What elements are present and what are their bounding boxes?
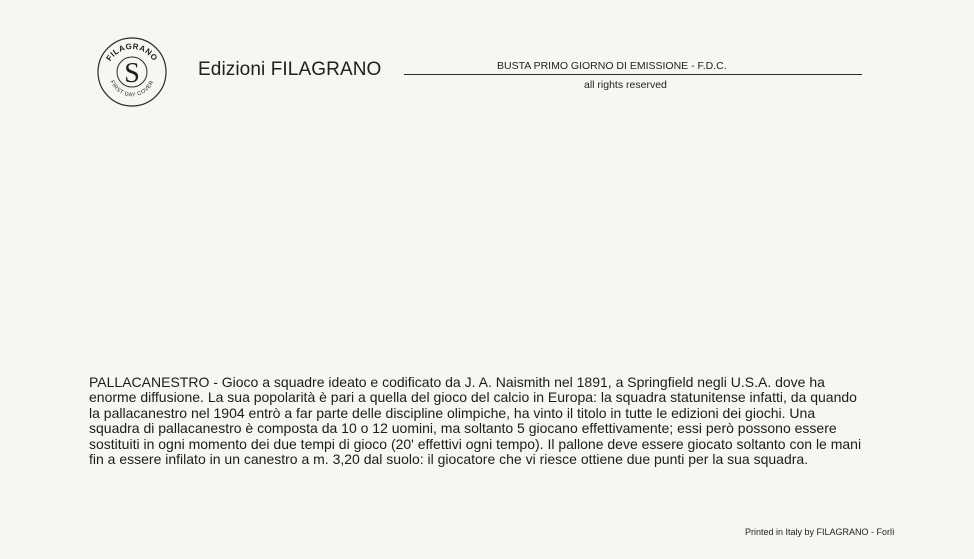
logo-monogram: S	[124, 58, 140, 89]
printer-imprint: Printed in Italy by FILAGRANO - Forlì	[745, 527, 895, 537]
filagrano-logo	[96, 36, 168, 108]
header-divider	[404, 74, 862, 75]
fdc-subtitle: BUSTA PRIMO GIORNO DI EMISSIONE - F.D.C.	[497, 60, 727, 72]
logo-top-text: FILAGRANO	[104, 41, 160, 63]
description-text: PALLACANESTRO - Gioco a squadre ideato e codificato da J. A. Naismith nel 1891, a Springfield negli U.S.A. dove ha enorme diffusione. La sua popolarità è pari a quella del gioco del calcio in Europa: la squadra statunitense infatti, da quando la pallacanestro nel 1904 entrò a far parte delle discipline olimpiche, ha vinto il titolo in tutte le edizioni dei giochi. Una squadra di pallacanestro è composta da 10 o 12 uomini, ma soltanto 5 giocano effettivamente; essi però possono essere sostituiti in ogni momento dei due tempi di gioco (20' effettivi ogni tempo). Il pallone deve essere giocato soltanto con le mani fin a essere infilato in un canestro a m. 3,20 dal suolo: il giocatore che vi riesce ottiene due punti per la sua squadra.	[89, 374, 862, 468]
logo-bottom-text: FIRST DAY COVER	[108, 79, 156, 99]
publisher-name: Edizioni FILAGRANO	[198, 59, 382, 80]
rights-notice: all rights reserved	[584, 79, 667, 91]
